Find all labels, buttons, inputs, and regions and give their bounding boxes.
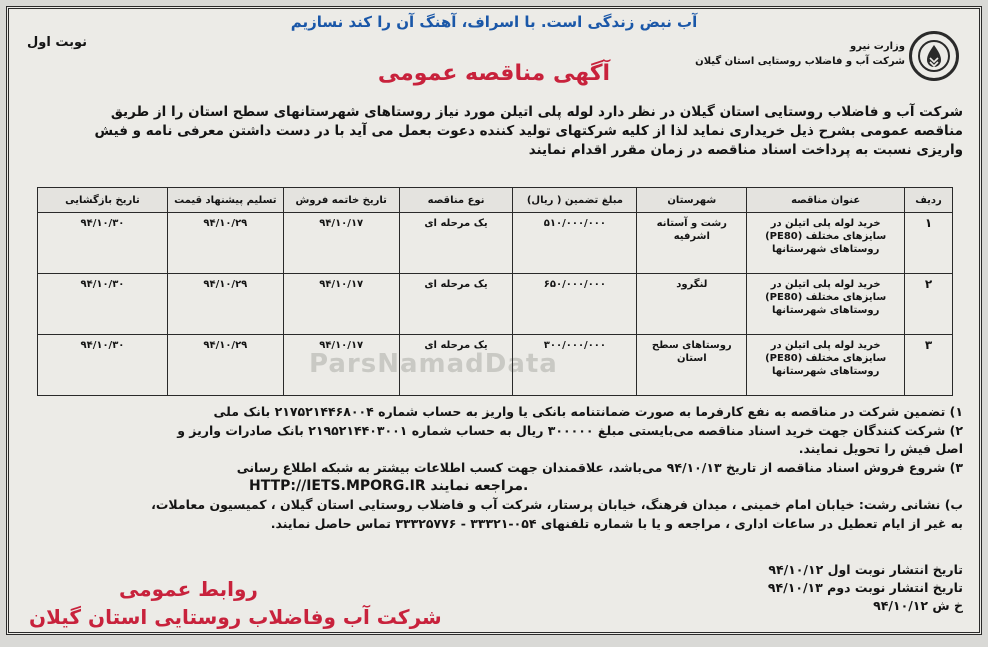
tender-title-cell: خرید لوله پلی اتیلن در سایزهای مختلف (PE80) روستاهای شهرستانها xyxy=(747,335,905,396)
round-label: نوبت اول xyxy=(27,35,88,50)
notes-section xyxy=(39,403,963,533)
header-county: شهرستان xyxy=(637,188,747,213)
intro-paragraph xyxy=(33,103,963,160)
ministry-name: وزارت نیرو xyxy=(850,41,905,52)
opening-date-cell: ۹۴/۱۰/۳۰ xyxy=(38,213,168,274)
header-row-number: ردیف xyxy=(905,188,953,213)
tender-title-cell: خرید لوله پلی اتیلن در سایزهای مختلف (PE80) روستاهای شهرستانها xyxy=(747,213,905,274)
guarantee-cell: ۳۰۰/۰۰۰/۰۰۰ xyxy=(513,335,637,396)
first-publication-date: تاریخ انتشار نوبت اول ۹۴/۱۰/۱۲ xyxy=(768,562,963,577)
tender-notice xyxy=(6,6,982,635)
intro-line: واریزی نسبت به پرداخت اسناد مناقصه در زمان مقرر اقدام نمایند xyxy=(528,142,963,158)
table-header-row xyxy=(38,188,953,213)
publication-dates xyxy=(768,561,963,615)
row-number: ۱ xyxy=(905,213,953,274)
guarantee-cell: ۵۱۰/۰۰۰/۰۰۰ xyxy=(513,213,637,274)
table-row xyxy=(38,335,953,396)
info-portal-link[interactable]: HTTP://IETS.MPORG.IR مراجعه نمایند. xyxy=(249,478,529,495)
bid-submission-cell: ۹۴/۱۰/۲۹ xyxy=(167,335,283,396)
header-sale-end-date: تاریخ خاتمه فروش xyxy=(283,188,399,213)
county-cell: لنگرود xyxy=(637,274,747,335)
sale-end-cell: ۹۴/۱۰/۱۷ xyxy=(283,213,399,274)
header-opening-date: تاریخ بازگشایی xyxy=(38,188,168,213)
tender-type-cell: یک مرحله ای xyxy=(399,213,513,274)
tender-table xyxy=(37,187,953,396)
header-tender-title: عنوان مناقصه xyxy=(747,188,905,213)
tender-type-cell: یک مرحله ای xyxy=(399,274,513,335)
opening-date-cell: ۹۴/۱۰/۳۰ xyxy=(38,274,168,335)
phone-line: به غیر از ایام تعطیل در ساعات اداری ، مراجعه و یا با شماره تلفنهای ۰۵۴-۳۳۳۲۱ - ۳۳۳۲۵۷۷۶ تماس حاصل نمایند. xyxy=(270,515,963,531)
intro-line: مناقصه عمومی بشرح ذیل خریداری نماید لذا از کلیه شرکتهای تولید کننده دعوت بعمل می آید با در دست داشتن معرفی نامه و فیش xyxy=(94,123,963,139)
header-guarantee-amount: مبلغ تضمین ( ریال) xyxy=(513,188,637,213)
tender-type-cell: یک مرحله ای xyxy=(399,335,513,396)
public-relations-title: روابط عمومی xyxy=(119,577,258,601)
note-line: ۲) شرکت کنندگان جهت خرید اسناد مناقصه می‌بایستی مبلغ ۳۰۰۰۰۰ ریال به حساب شماره ۲۱۹۵۲۱۴۴۰۳۰۰۱ بانک صادرات واریز و xyxy=(177,422,963,438)
county-cell: روستاهای سطح استان xyxy=(637,335,747,396)
table-row xyxy=(38,274,953,335)
opening-date-cell: ۹۴/۱۰/۳۰ xyxy=(38,335,168,396)
sale-end-cell: ۹۴/۱۰/۱۷ xyxy=(283,274,399,335)
note-line: اصل فیش را تحویل نمایند. xyxy=(798,441,963,457)
header-tender-type: نوع مناقصه xyxy=(399,188,513,213)
second-publication-date: تاریخ انتشار نوبت دوم ۹۴/۱۰/۱۳ xyxy=(767,580,963,595)
intro-line: شرکت آب و فاضلاب روستایی استان گیلان در نظر دارد لوله پلی اتیلن مورد نیاز روستاهای شهرستانهای سطح استان را از طریق xyxy=(110,104,963,120)
note-line: ۳) شروع فروش اسناد مناقصه از تاریخ ۹۴/۱۰/۱۳ می‌باشد، علاقمندان جهت کسب اطلاعات بیشتر به شبکه اطلاع رسانی xyxy=(236,459,963,475)
company-name: شرکت آب و فاضلاب روستایی استان گیلان xyxy=(695,56,905,67)
reference-code: خ ش ۹۴/۱۰/۱۲ xyxy=(873,598,963,613)
bid-submission-cell: ۹۴/۱۰/۲۹ xyxy=(167,274,283,335)
slogan: آب نبض زندگی است. با اسراف، آهنگ آن را کند نسازیم xyxy=(290,13,698,31)
notice-title: آگهی مناقصه عمومی xyxy=(377,61,611,86)
county-cell: رشت و آستانه اشرفیه xyxy=(637,213,747,274)
header-bid-submission: تسلیم پیشنهاد قیمت xyxy=(167,188,283,213)
bid-submission-cell: ۹۴/۱۰/۲۹ xyxy=(167,213,283,274)
public-relations-company: شرکت آب وفاضلاب روستایی استان گیلان xyxy=(29,605,442,629)
guarantee-cell: ۶۵۰/۰۰۰/۰۰۰ xyxy=(513,274,637,335)
watermark: ParsNamadData xyxy=(309,349,558,379)
tender-title-cell: خرید لوله پلی اتیلن در سایزهای مختلف (PE80) روستاهای شهرستانها xyxy=(747,274,905,335)
note-line: ۱) تضمین شرکت در مناقصه به نفع کارفرما به صورت ضمانتنامه بانکی یا واریز به حساب شماره ۲۱۷۵۲۱۴۴۶۸۰۰۴ بانک ملی xyxy=(213,404,963,419)
table-row xyxy=(38,213,953,274)
address-line: ب) نشانی رشت: خیابان امام خمینی ، میدان فرهنگ، خیابان پرستار، شرکت آب و فاضلاب روستایی استان گیلان ، کمیسیون معاملات، xyxy=(151,496,963,512)
sale-end-cell: ۹۴/۱۰/۱۷ xyxy=(283,335,399,396)
row-number: ۲ xyxy=(905,274,953,335)
row-number: ۳ xyxy=(905,335,953,396)
